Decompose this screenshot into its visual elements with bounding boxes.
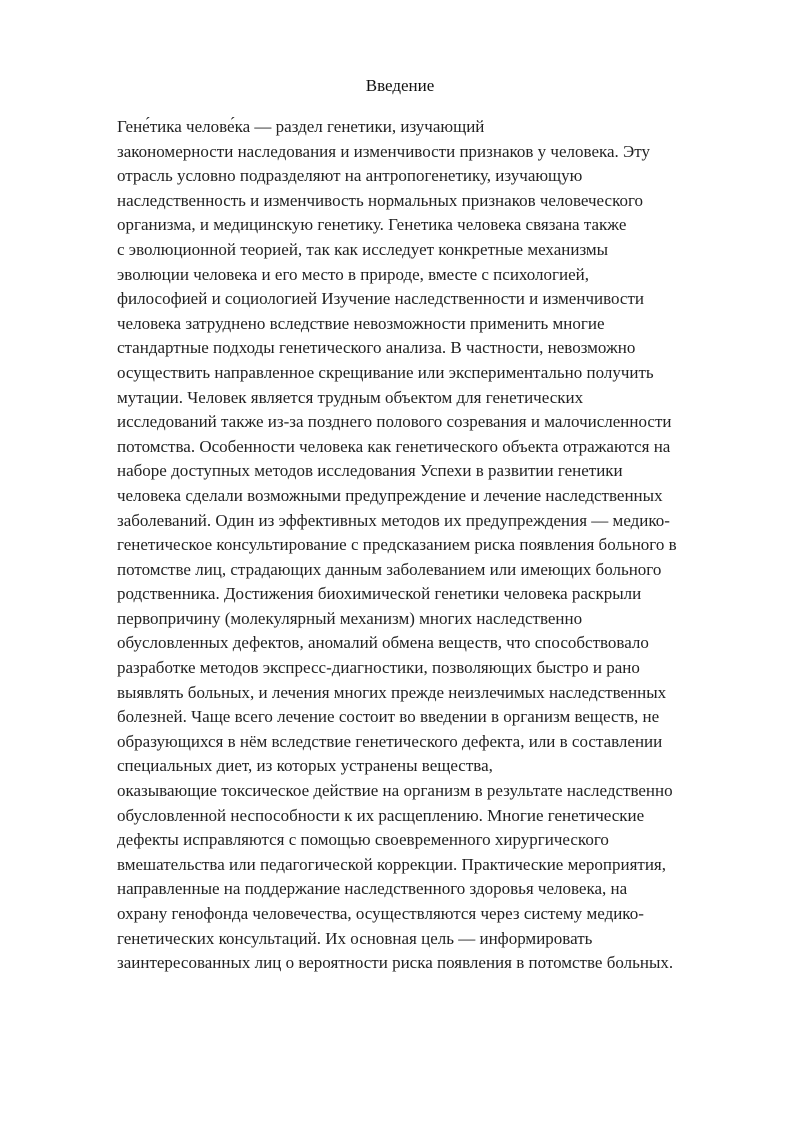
text-line: заболеваний. Один из эффективных методов их предупреждения — медико- bbox=[117, 510, 670, 530]
text-line: эволюции человека и его место в природе, вместе с психологией, bbox=[117, 264, 589, 284]
text-line: образующихся в нём вследствие генетического дефекта, или в составлении bbox=[117, 731, 663, 751]
text-line: человека затруднено вследствие невозможности применить многие bbox=[117, 313, 605, 333]
text-line: болезней. Чаще всего лечение состоит во введении в организм веществ, не bbox=[117, 707, 660, 727]
text-line: охрану генофонда человечества, осуществляются через систему медико- bbox=[117, 904, 644, 923]
text-line: выявлять больных, и лечения многих прежде неизлечимых наследственных bbox=[117, 682, 667, 702]
text-line: наборе доступных методов исследования Успехи в развитии генетики bbox=[117, 461, 623, 481]
text-line: отрасль условно подразделяют на антропогенетику, изучающую bbox=[117, 166, 583, 186]
text-line: оказывающие токсическое действие на организм в результате наследственно bbox=[117, 781, 673, 801]
text-line: исследований также из-за позднего полового созревания и малочисленности bbox=[117, 412, 672, 432]
text-line: философией и социологией Изучение наследственности и изменчивости bbox=[117, 289, 645, 309]
page-title: Введение bbox=[365, 76, 435, 95]
text-line: генетических консультаций. Их основная цель — информировать bbox=[117, 928, 593, 948]
text-line: специальных диет, из которых устранены вещества, bbox=[117, 756, 493, 776]
text-line: обусловленной неспособности к их расщеплению. Многие генетические bbox=[117, 805, 645, 825]
text-line: наследственность и изменчивость нормальных признаков человеческого bbox=[117, 190, 644, 210]
text-line: потомства. Особенности человека как генетического объекта отражаются на bbox=[117, 436, 671, 456]
text-line: стандартные подходы генетического анализа. В частности, невозможно bbox=[117, 338, 636, 358]
text-line: Гене́тика челове́ка — раздел генетики, изучающий bbox=[117, 117, 485, 136]
text-line: дефекты исправляются с помощью своевременного хирургического bbox=[117, 830, 609, 850]
text-line: направленные на поддержание наследственного здоровья человека, на bbox=[117, 879, 628, 899]
text-line: обусловленных дефектов, аномалий обмена веществ, что способствовало bbox=[117, 633, 649, 653]
text-line: мутации. Человек является трудным объектом для генетических bbox=[117, 387, 584, 407]
text-line: потомстве лиц, страдающих данным заболеванием или имеющих больного bbox=[117, 559, 662, 579]
text-line: родственника. Достижения биохимической генетики человека раскрыли bbox=[117, 584, 642, 604]
text-line: с эволюционной теорией, так как исследует конкретные механизмы bbox=[117, 239, 609, 259]
text-line: генетическое консультирование с предсказанием риска появления больного в bbox=[117, 535, 677, 555]
text-line: человека сделали возможными предупреждение и лечение наследственных bbox=[117, 485, 663, 505]
text-line: первопричину (молекулярный механизм) многих наследственно bbox=[117, 608, 583, 628]
text-line: закономерности наследования и изменчивости признаков у человека. Эту bbox=[117, 141, 650, 161]
text-line: вмешательства или педагогической коррекции. Практические мероприятия, bbox=[117, 854, 666, 874]
text-line: заинтересованных лиц о вероятности риска появления в потомстве больных. bbox=[117, 953, 674, 973]
text-line: организма, и медицинскую генетику. Генетика человека связана также bbox=[117, 215, 627, 235]
text-line: осуществить направленное скрещивание или экспериментально получить bbox=[117, 362, 654, 382]
text-line: разработке методов экспресс-диагностики, позволяющих быстро и рано bbox=[117, 658, 640, 678]
body-paragraph bbox=[117, 115, 757, 976]
